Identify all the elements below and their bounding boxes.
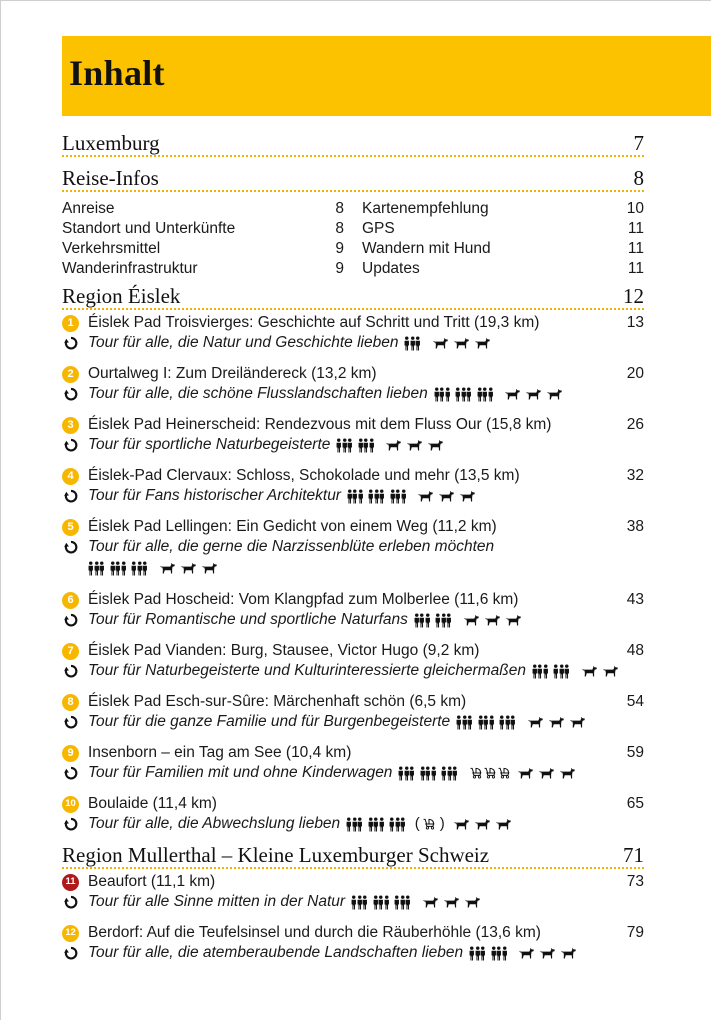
tour-page: 54: [626, 693, 644, 710]
tour-title: Insenborn – ein Tag am See (10,4 km): [88, 744, 352, 761]
list-item[interactable]: [362, 199, 644, 219]
item-label: Standort und Unterkünfte: [62, 220, 236, 237]
loop-arrow-icon: [62, 540, 79, 554]
stroller-icon: [497, 767, 511, 779]
dog-icon: [560, 947, 577, 959]
tour-title: Éislek Pad Hoscheid: Vom Klangpfad zum Molberlee (11,6 km): [88, 591, 519, 608]
item-label: GPS: [362, 220, 395, 237]
tour-title: Ourtalweg I: Zum Dreiländereck (13,2 km): [88, 365, 377, 382]
tour-subtitle-line: [62, 763, 644, 783]
dog-icon: [581, 665, 598, 677]
person-icon: [445, 387, 451, 402]
section-page: 8: [633, 166, 644, 190]
tour-pictograms: [404, 336, 495, 351]
person-icon: [543, 664, 549, 679]
tour-title: Éislek Pad Esch-sur-Sûre: Märchenhaft schön (6,5 km): [88, 693, 467, 710]
tour-title: Boulaide (11,4 km): [88, 795, 217, 812]
tour-title-line: [62, 517, 644, 537]
person-icon: [400, 817, 406, 832]
tour-number-badge: 11: [62, 874, 79, 891]
dog-icons: [463, 614, 526, 626]
person-icon: [415, 336, 421, 351]
dog-icon: [453, 818, 470, 830]
person-icon: [347, 438, 353, 453]
tour-number-badge: 3: [62, 417, 79, 434]
tour-pictograms: [347, 489, 481, 504]
tour-page: 48: [626, 642, 644, 659]
tour-subtitle-line: [62, 610, 644, 630]
loop-glyph: [64, 946, 78, 960]
tour-title-line: [62, 641, 644, 661]
tour-list-eislek: [62, 313, 644, 834]
tour-title-line: [62, 364, 644, 384]
item-label: Updates: [362, 260, 420, 277]
loop-arrow-icon: [62, 715, 79, 729]
dog-icon: [453, 337, 470, 349]
people-icon: [368, 489, 385, 504]
toc-section-eislek[interactable]: [62, 281, 644, 310]
toc-section-reise-infos[interactable]: [62, 163, 644, 192]
list-item[interactable]: [62, 239, 344, 259]
list-item[interactable]: [362, 239, 644, 259]
stroller-icon: [483, 767, 497, 779]
people-icon: [414, 613, 431, 628]
loop-arrow-icon: [62, 438, 79, 452]
people-icon: [368, 817, 385, 832]
toc-section-luxemburg[interactable]: [62, 128, 644, 157]
person-icon: [446, 613, 452, 628]
dog-icon: [201, 562, 218, 574]
person-icon: [425, 613, 431, 628]
people-icon: [351, 895, 368, 910]
item-page: 10: [626, 200, 644, 217]
dog-icon: [538, 767, 555, 779]
list-item[interactable]: [62, 219, 344, 239]
dog-icons: [504, 388, 567, 400]
people-icon: [336, 438, 353, 453]
tour-list-mullerthal: [62, 872, 644, 963]
people-icon: [88, 561, 105, 576]
person-icon: [488, 387, 494, 402]
tour-subtitle-line: [62, 943, 644, 963]
loop-glyph: [64, 613, 78, 627]
dog-icon: [427, 439, 444, 451]
stroller-icons: [469, 767, 511, 779]
dog-icons: [517, 767, 580, 779]
tour-pictograms: [88, 561, 222, 576]
section-title: Region Éislek: [62, 284, 181, 308]
loop-glyph: [64, 336, 78, 350]
item-label: Verkehrsmittel: [62, 240, 161, 257]
dog-icons: [518, 947, 581, 959]
tour-pictograms: [434, 387, 568, 402]
item-label: Wanderinfrastruktur: [62, 260, 198, 277]
dog-icon: [474, 818, 491, 830]
header-band: [62, 36, 711, 116]
tour-subtitle: Tour für Romantische und sportliche Naturfans: [88, 611, 408, 628]
tour-pictogram-line: [62, 557, 644, 579]
dog-icon: [463, 614, 480, 626]
list-item[interactable]: [362, 259, 644, 279]
page-border-top: [0, 0, 711, 1]
dog-icon: [504, 388, 521, 400]
tour-page: 59: [626, 744, 644, 761]
dog-icon: [569, 716, 586, 728]
loop-glyph: [64, 540, 78, 554]
loop-glyph: [64, 489, 78, 503]
people-icon: [478, 715, 495, 730]
person-icon: [379, 817, 385, 832]
section-title: Luxemburg: [62, 131, 160, 155]
loop-glyph: [64, 766, 78, 780]
list-item[interactable]: [62, 259, 344, 279]
tour-entry[interactable]: [62, 794, 644, 834]
tour-entry[interactable]: [62, 872, 644, 912]
tour-page: 32: [626, 467, 644, 484]
dog-icon: [518, 947, 535, 959]
loop-glyph: [64, 715, 78, 729]
item-page: 11: [627, 240, 644, 257]
dog-icon: [484, 614, 501, 626]
stroller-icon: [469, 767, 483, 779]
person-icon: [358, 489, 364, 504]
dog-icon: [443, 896, 460, 908]
dog-icons: [417, 490, 480, 502]
tour-page: 79: [626, 924, 644, 941]
people-icon: [435, 613, 452, 628]
list-item[interactable]: [62, 199, 344, 219]
tour-pictograms: [469, 946, 581, 961]
dog-icon: [432, 337, 449, 349]
person-icon: [405, 895, 411, 910]
dog-icon: [517, 767, 534, 779]
paren-open: (: [414, 815, 420, 832]
dog-icon: [180, 562, 197, 574]
tour-subtitle: Tour für alle Sinne mitten in der Natur: [88, 893, 346, 910]
people-icon: [456, 715, 473, 730]
tour-subtitle: Tour für die ganze Familie und für Burgenbegeisterte: [88, 713, 451, 730]
person-icon: [142, 561, 148, 576]
person-icon: [480, 946, 486, 961]
tour-entry[interactable]: [62, 466, 644, 506]
tour-number-badge: 5: [62, 519, 79, 536]
dog-icons: [453, 818, 516, 830]
tour-subtitle-line: [62, 435, 644, 455]
tour-subtitle-line: [62, 661, 644, 681]
loop-arrow-icon: [62, 664, 79, 678]
dog-icons: [432, 337, 495, 349]
tour-number-badge: 6: [62, 592, 79, 609]
tour-title: Beaufort (11,1 km): [88, 873, 216, 890]
person-icon: [564, 664, 570, 679]
tour-title: Éislek Pad Lellingen: Ein Gedicht von einem Weg (11,2 km): [88, 518, 497, 535]
dog-icon: [559, 767, 576, 779]
tour-subtitle-line: [62, 892, 644, 912]
people-icon: [373, 895, 390, 910]
dog-icon: [417, 490, 434, 502]
tour-number-badge: 8: [62, 694, 79, 711]
tour-pictograms: [398, 766, 580, 781]
person-icon: [467, 715, 473, 730]
tour-title: Éislek Pad Troisvierges: Geschichte auf Schritt und Tritt (19,3 km): [88, 314, 540, 331]
dog-icon: [505, 614, 522, 626]
person-icon: [452, 766, 458, 781]
tour-entry[interactable]: [62, 415, 644, 455]
loop-arrow-icon: [62, 895, 79, 909]
person-icon: [357, 817, 363, 832]
person-icon: [379, 489, 385, 504]
person-icon: [362, 895, 368, 910]
loop-arrow-icon: [62, 336, 79, 350]
tour-subtitle-line: [62, 333, 644, 353]
tour-number-badge: 12: [62, 925, 79, 942]
dog-icons: [159, 562, 222, 574]
tour-subtitle: Tour für Familien mit und ohne Kinderwagen: [88, 764, 393, 781]
people-icon: [469, 946, 486, 961]
person-icon: [384, 895, 390, 910]
people-icon: [477, 387, 494, 402]
tour-title: Éislek-Pad Clervaux: Schloss, Schokolade und mehr (13,5 km): [88, 467, 520, 484]
people-icon: [110, 561, 127, 576]
tour-page: 13: [626, 314, 644, 331]
tour-subtitle: Tour für alle, die atemberaubende Landschaften lieben: [88, 944, 464, 961]
tour-subtitle: Tour für Fans historischer Architektur: [88, 487, 341, 504]
tour-page: 43: [626, 591, 644, 608]
section-page: 12: [623, 284, 644, 308]
person-icon: [121, 561, 127, 576]
item-label: Anreise: [62, 200, 115, 217]
item-label: Wandern mit Hund: [362, 240, 491, 257]
tour-entry[interactable]: [62, 743, 644, 783]
people-icon: [499, 715, 516, 730]
people-icon: [394, 895, 411, 910]
dog-icons: [385, 439, 448, 451]
section-title: Reise-Infos: [62, 166, 159, 190]
page-border-left: [0, 0, 1, 1020]
tour-subtitle-line: [62, 814, 644, 834]
people-icon: [404, 336, 421, 351]
tour-entry[interactable]: [62, 923, 644, 963]
loop-arrow-icon: [62, 387, 79, 401]
tour-subtitle: Tour für alle, die gerne die Narzissenblüte erleben möchten: [88, 538, 495, 555]
tour-entry[interactable]: [62, 692, 644, 732]
dog-icon: [406, 439, 423, 451]
people-icon: [553, 664, 570, 679]
loop-arrow-icon: [62, 817, 79, 831]
people-icon: [491, 946, 508, 961]
section-title: Region Mullerthal – Kleine Luxemburger Schweiz: [62, 843, 490, 867]
item-page: 11: [627, 220, 644, 237]
tour-title: Éislek Pad Vianden: Burg, Stausee, Victor Hugo (9,2 km): [88, 642, 480, 659]
tour-pictograms: [351, 895, 485, 910]
people-icon: [390, 489, 407, 504]
people-icon: [131, 561, 148, 576]
reise-infos-left-column: [62, 199, 344, 279]
tour-title-line: [62, 313, 644, 333]
person-icon: [466, 387, 472, 402]
person-icon: [401, 489, 407, 504]
dog-icon: [525, 388, 542, 400]
reise-infos-right-column: [362, 199, 644, 279]
dog-icon: [495, 818, 512, 830]
tour-pictograms: [532, 664, 623, 679]
dog-icon: [546, 388, 563, 400]
tour-title-line: [62, 692, 644, 712]
tour-entry[interactable]: [62, 641, 644, 681]
tour-title-line: [62, 415, 644, 435]
dog-icon: [422, 896, 439, 908]
tour-number-badge: 10: [62, 796, 79, 813]
person-icon: [502, 946, 508, 961]
dog-icons: [581, 665, 623, 677]
dog-icons: [422, 896, 485, 908]
dog-icons: [527, 716, 590, 728]
tour-title-line: [62, 743, 644, 763]
tour-pictograms: [414, 613, 526, 628]
tour-subtitle-line: [62, 486, 644, 506]
people-icon: [420, 766, 437, 781]
people-icon: [455, 387, 472, 402]
tour-pictograms: [456, 715, 590, 730]
tour-title: Berdorf: Auf die Teufelsinsel und durch die Räuberhöhle (13,6 km): [88, 924, 541, 941]
tour-subtitle: Tour für alle, die schöne Flusslandschaften lieben: [88, 385, 428, 402]
dog-icon: [474, 337, 491, 349]
dog-icon: [159, 562, 176, 574]
people-icon: [532, 664, 549, 679]
tour-subtitle-line: [62, 712, 644, 732]
tour-subtitle-line: [62, 384, 644, 404]
people-icon: [389, 817, 406, 832]
people-icon: [358, 438, 375, 453]
tour-number-badge: 4: [62, 468, 79, 485]
loop-glyph: [64, 664, 78, 678]
loop-arrow-icon: [62, 613, 79, 627]
people-icon: [441, 766, 458, 781]
tour-number-badge: 7: [62, 643, 79, 660]
loop-glyph: [64, 438, 78, 452]
tour-entry[interactable]: [62, 364, 644, 404]
tour-subtitle: Tour für alle, die Abwechslung lieben: [88, 815, 341, 832]
page-title: Inhalt: [69, 53, 165, 93]
person-icon: [489, 715, 495, 730]
loop-arrow-icon: [62, 946, 79, 960]
tour-subtitle: Tour für sportliche Naturbegeisterte: [88, 436, 331, 453]
toc: [62, 128, 644, 963]
tour-title: Éislek Pad Heinerscheid: Rendezvous mit dem Fluss Our (15,8 km): [88, 416, 552, 433]
loop-glyph: [64, 387, 78, 401]
person-icon: [409, 766, 415, 781]
item-page: 9: [335, 240, 344, 257]
tour-subtitle: Tour für Naturbegeisterte und Kulturinteressierte gleichermaßen: [88, 662, 526, 679]
tour-subtitle-line: [62, 537, 644, 557]
toc-section-mullerthal[interactable]: [62, 840, 644, 869]
tour-number-badge: 2: [62, 366, 79, 383]
tour-number-badge: 9: [62, 745, 79, 762]
dog-icon: [385, 439, 402, 451]
tour-page: 26: [626, 416, 644, 433]
stroller-icon: [422, 818, 436, 830]
tour-title-line: [62, 794, 644, 814]
item-page: 8: [335, 220, 344, 237]
person-icon: [510, 715, 516, 730]
item-page: 11: [627, 260, 644, 277]
dog-icon: [539, 947, 556, 959]
section-page: 71: [623, 843, 644, 867]
item-page: 9: [335, 260, 344, 277]
loop-glyph: [64, 817, 78, 831]
person-icon: [99, 561, 105, 576]
section-page: 7: [633, 131, 644, 155]
tour-subtitle: Tour für alle, die Natur und Geschichte lieben: [88, 334, 399, 351]
tour-title-line: [62, 923, 644, 943]
dog-icon: [464, 896, 481, 908]
loop-arrow-icon: [62, 766, 79, 780]
tour-entry[interactable]: [62, 313, 644, 353]
person-icon: [369, 438, 375, 453]
paren-close: ): [439, 815, 445, 832]
person-icon: [431, 766, 437, 781]
tour-number-badge: 1: [62, 315, 79, 332]
tour-title-line: [62, 872, 644, 892]
loop-arrow-icon: [62, 489, 79, 503]
people-icon: [346, 817, 363, 832]
tour-pictograms: [346, 814, 516, 834]
dog-icon: [459, 490, 476, 502]
tour-entry[interactable]: [62, 517, 644, 579]
dog-icon: [527, 716, 544, 728]
tour-page: 38: [626, 518, 644, 535]
reise-infos-list: [62, 199, 644, 279]
people-icon: [434, 387, 451, 402]
tour-title-line: [62, 590, 644, 610]
tour-page: 73: [626, 873, 644, 890]
tour-page: 65: [626, 795, 644, 812]
people-icon: [398, 766, 415, 781]
item-page: 8: [335, 200, 344, 217]
dog-icon: [548, 716, 565, 728]
people-icon: [347, 489, 364, 504]
tour-pictograms: [336, 438, 448, 453]
dog-icon: [602, 665, 619, 677]
dog-icon: [438, 490, 455, 502]
tour-entry[interactable]: [62, 590, 644, 630]
tour-title-line: [62, 466, 644, 486]
list-item[interactable]: [362, 219, 644, 239]
loop-glyph: [64, 895, 78, 909]
tour-page: 20: [626, 365, 644, 382]
item-label: Kartenempfehlung: [362, 200, 489, 217]
